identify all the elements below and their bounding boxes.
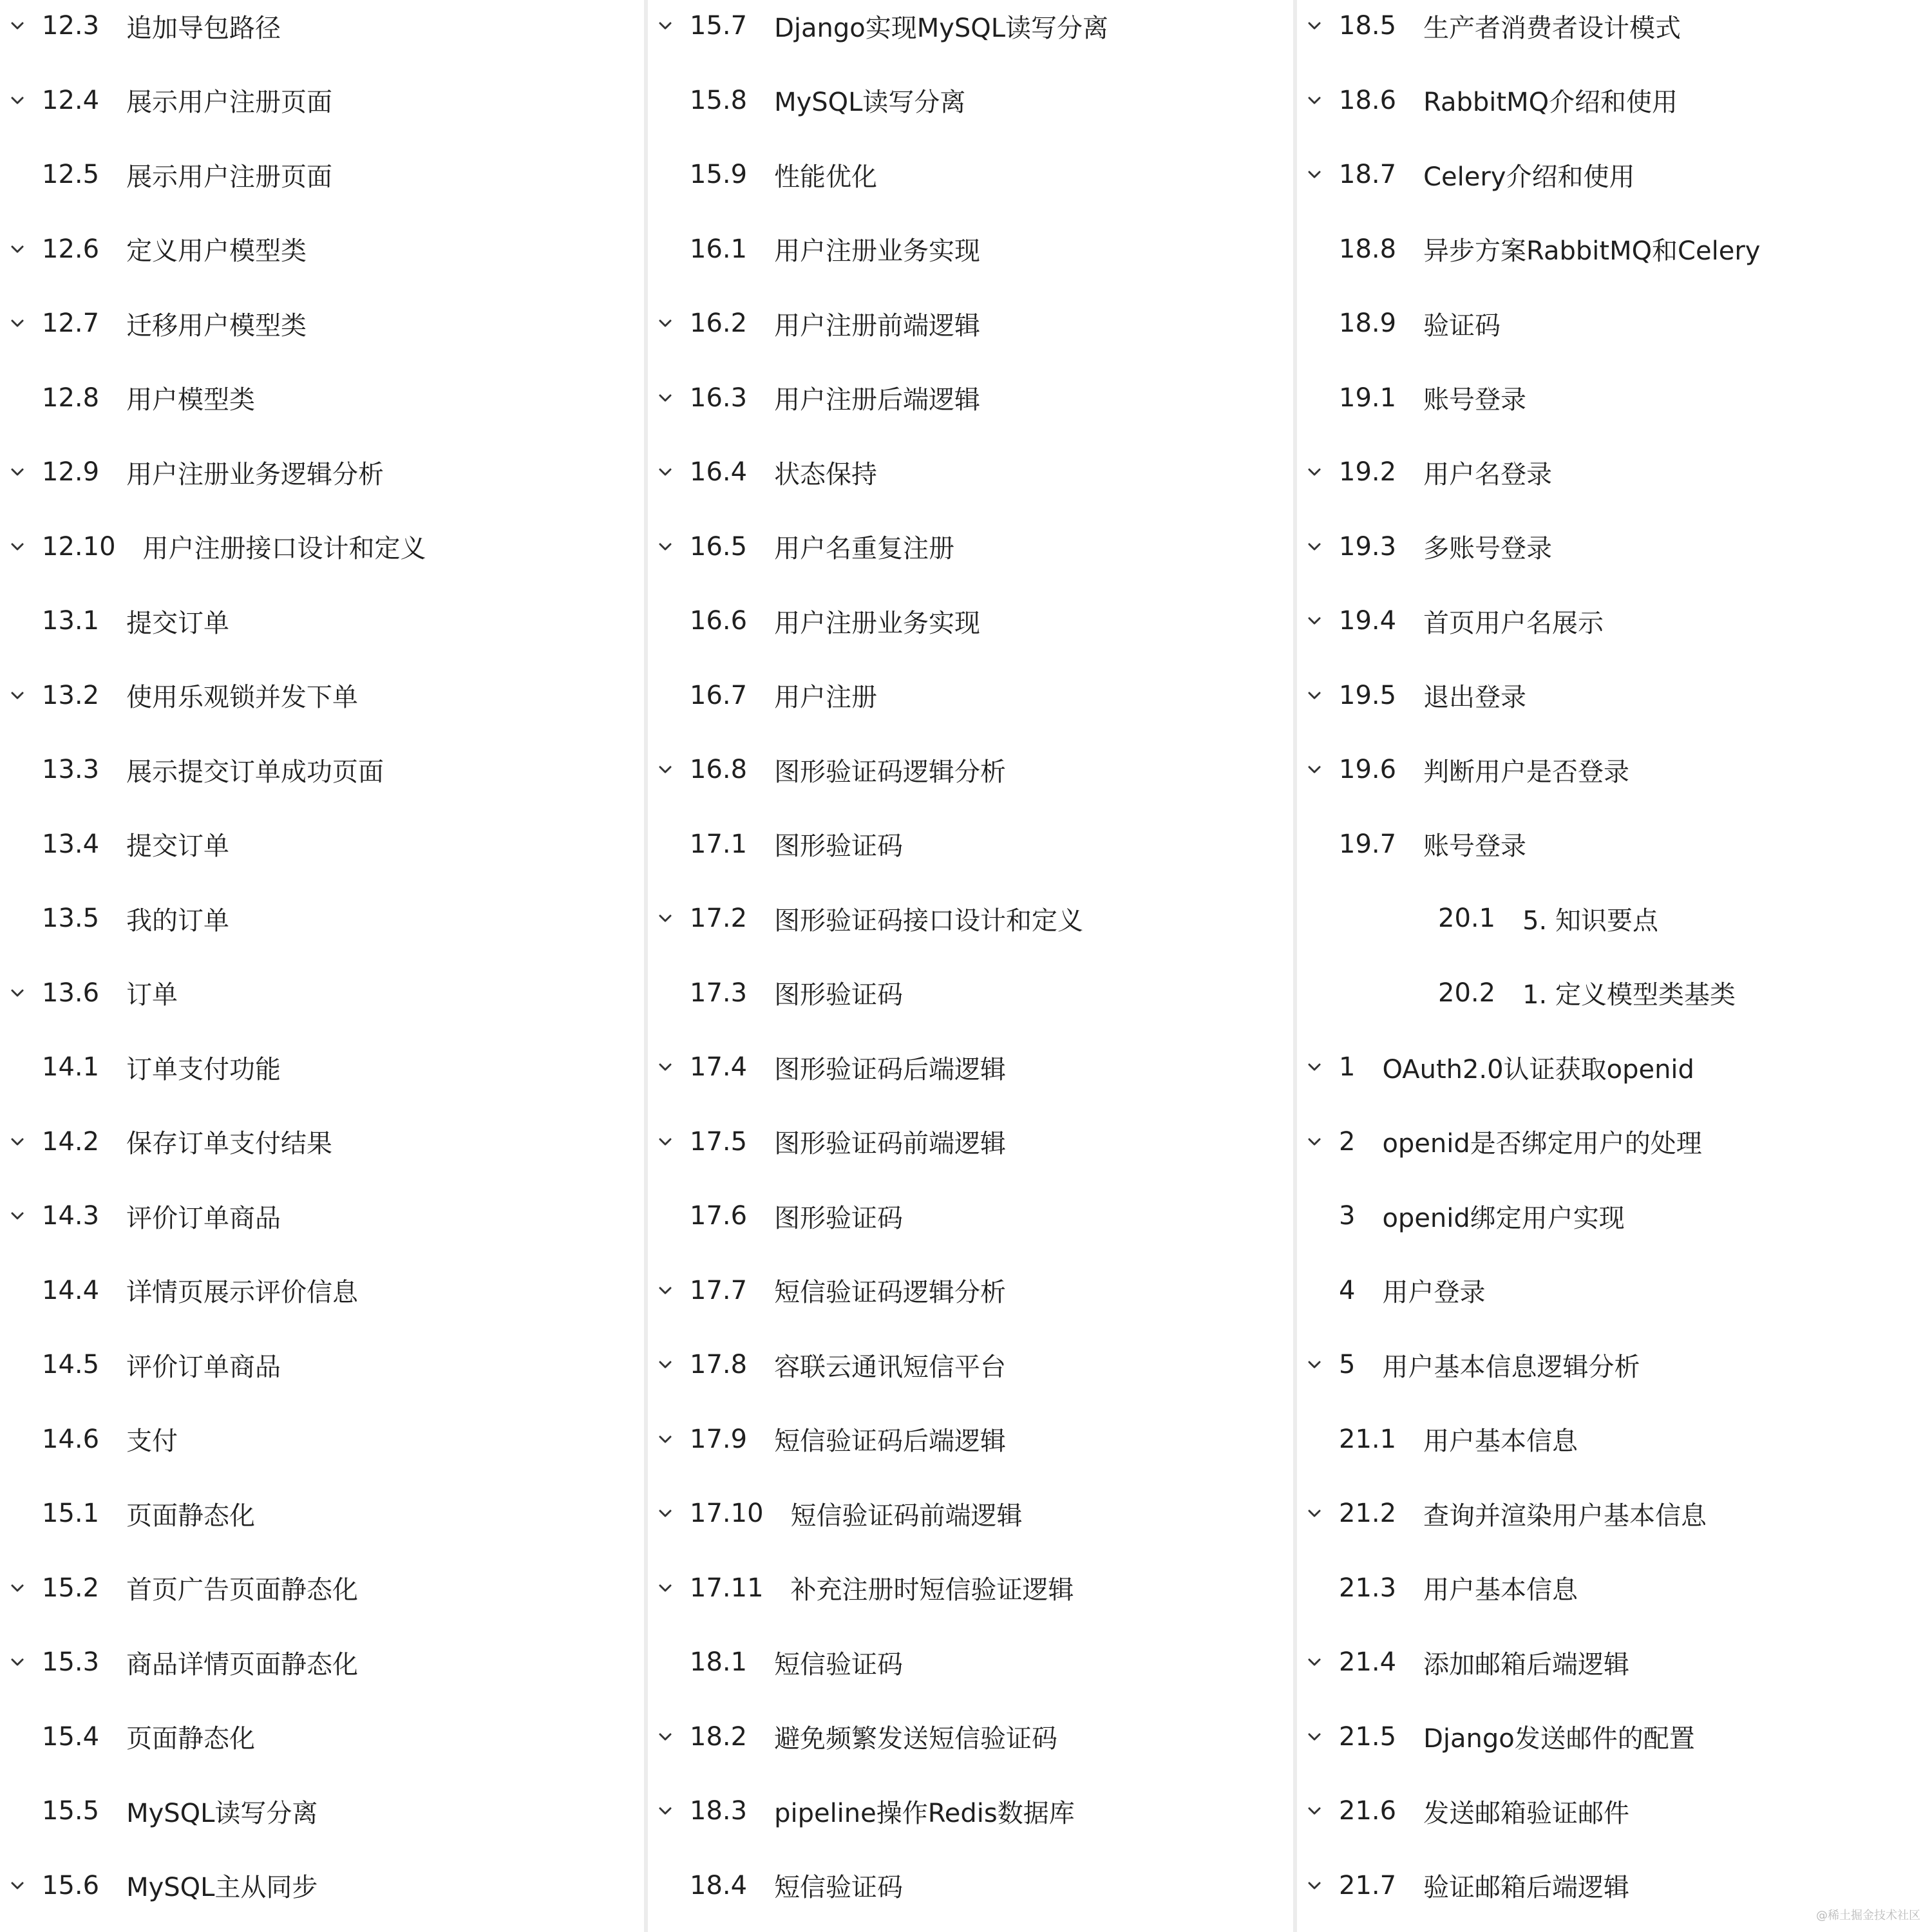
chevron-down-icon[interactable]: [10, 1208, 25, 1224]
toc-item-number: 15.7: [690, 11, 748, 41]
chevron-down-icon[interactable]: [1307, 1134, 1322, 1150]
toc-item-number: 12.10: [42, 531, 116, 562]
toc-item-number: 15.2: [42, 1573, 100, 1603]
chevron-down-icon[interactable]: [10, 242, 25, 257]
toc-item-number: 16.8: [690, 755, 748, 784]
toc-item[interactable]: [648, 1711, 1292, 1763]
toc-item-number: 13.2: [42, 680, 100, 710]
toc-item-title: 用户注册: [774, 683, 878, 712]
toc-item-title: 5. 知识要点: [1522, 905, 1658, 936]
toc-item-title: 图形验证码: [774, 1203, 904, 1233]
chevron-down-icon[interactable]: [10, 688, 25, 703]
toc-item-number: 18.7: [1339, 160, 1397, 189]
toc-item-number: 21.5: [1339, 1721, 1397, 1752]
toc-item-number: 13.5: [42, 904, 100, 933]
chevron-down-icon[interactable]: [658, 762, 673, 777]
toc-item[interactable]: [0, 967, 644, 1019]
toc-item[interactable]: [648, 1860, 1292, 1911]
toc-item[interactable]: [0, 1414, 644, 1465]
toc-item-title: 生产者消费者设计模式: [1423, 13, 1681, 43]
chevron-down-icon[interactable]: [658, 1506, 673, 1521]
toc-item[interactable]: [1297, 1265, 1932, 1316]
toc-item[interactable]: [1297, 1860, 1932, 1911]
chevron-down-icon[interactable]: [1307, 167, 1322, 182]
toc-item-title: 提交订单: [126, 608, 230, 638]
toc-item-title: 短信验证码: [774, 1873, 904, 1902]
toc-item[interactable]: [648, 1562, 1292, 1614]
chevron-down-icon[interactable]: [10, 1878, 25, 1893]
toc-item-title: 用户名登录: [1423, 459, 1553, 489]
toc-item-number: 12.8: [42, 383, 100, 413]
toc-item-number: 17.4: [690, 1052, 748, 1082]
toc-item-title: 图形验证码: [774, 980, 904, 1010]
toc-item-number: 21.7: [1339, 1870, 1397, 1900]
toc-item-title: 评价订单商品: [126, 1203, 281, 1233]
toc-item-number: 12.7: [42, 308, 100, 338]
toc-item-number: 15.8: [690, 85, 748, 115]
toc-item-number: 17.11: [690, 1573, 764, 1603]
toc-item-number: 13.3: [42, 755, 100, 784]
toc-item[interactable]: [1297, 1785, 1932, 1837]
toc-item-number: 15.6: [42, 1870, 100, 1900]
toc-item[interactable]: [0, 744, 644, 795]
toc-item-number: 18.4: [690, 1870, 748, 1900]
toc-item-title: 用户注册前端逻辑: [774, 310, 981, 341]
toc-column-2: [648, 0, 1292, 1932]
toc-item-number: 16.7: [690, 680, 748, 710]
toc-item-title: 使用乐观锁并发下单: [126, 683, 359, 712]
toc-item-number: 14.2: [42, 1126, 100, 1157]
toc-item[interactable]: [648, 521, 1292, 573]
toc-item-title: OAuth2.0认证获取openid: [1382, 1054, 1694, 1084]
toc-item-title: 我的订单: [126, 905, 230, 936]
chevron-down-icon[interactable]: [10, 464, 25, 480]
chevron-down-icon[interactable]: [658, 1803, 673, 1819]
toc-item-title: 验证码: [1423, 310, 1501, 341]
toc-item-number: 16.3: [690, 383, 748, 413]
chevron-down-icon[interactable]: [10, 1134, 25, 1150]
toc-item-number: 13.4: [42, 829, 100, 859]
toc-item-title: 迁移用户模型类: [126, 310, 307, 341]
toc-item-title: 支付: [126, 1426, 178, 1456]
toc-item-title: 账号登录: [1423, 385, 1527, 415]
toc-item-title: openid是否绑定用户的处理: [1382, 1129, 1702, 1159]
chevron-down-icon[interactable]: [658, 1432, 673, 1447]
toc-item-title: 短信验证码逻辑分析: [774, 1278, 1007, 1307]
toc-item-title: 详情页展示评价信息: [126, 1278, 359, 1307]
chevron-down-icon[interactable]: [1307, 688, 1322, 703]
toc-item-number: 12.4: [42, 85, 100, 115]
toc-item-number: 16.4: [690, 457, 748, 487]
toc-item-number: 14.1: [42, 1052, 100, 1082]
toc-item[interactable]: [0, 223, 644, 275]
toc-item[interactable]: [648, 744, 1292, 795]
chevron-down-icon[interactable]: [10, 539, 25, 554]
toc-item[interactable]: [1297, 595, 1932, 647]
toc-item-number: 17.7: [690, 1275, 748, 1305]
toc-item[interactable]: [1297, 298, 1932, 349]
toc-item[interactable]: [0, 521, 644, 573]
toc-item[interactable]: [648, 0, 1292, 52]
toc-item[interactable]: [648, 223, 1292, 275]
toc-item[interactable]: [1297, 1116, 1932, 1168]
toc-item[interactable]: [1297, 149, 1932, 200]
toc-item-number: 17.6: [690, 1201, 748, 1231]
toc-item-number: 15.5: [42, 1796, 100, 1826]
chevron-down-icon[interactable]: [10, 93, 25, 108]
toc-item-title: 验证邮箱后端逻辑: [1423, 1873, 1630, 1902]
toc-item-title: 展示用户注册页面: [126, 162, 333, 192]
toc-item-number: 13.6: [42, 978, 100, 1008]
toc-item-number: 12.9: [42, 457, 100, 487]
toc-item-title: 订单支付功能: [126, 1054, 281, 1084]
toc-item-title: 提交订单: [126, 831, 230, 861]
chevron-down-icon[interactable]: [1307, 1729, 1322, 1745]
toc-item-number: 17.10: [690, 1499, 764, 1528]
toc-item-title: MySQL读写分离: [126, 1798, 318, 1828]
chevron-down-icon[interactable]: [10, 1580, 25, 1596]
toc-item-title: 追加导包路径: [126, 13, 281, 43]
chevron-down-icon[interactable]: [658, 1580, 673, 1596]
toc-item[interactable]: [0, 75, 644, 126]
toc-item-number: 21.6: [1339, 1796, 1397, 1826]
toc-item-title: 用户注册后端逻辑: [774, 385, 981, 415]
toc-item[interactable]: [1297, 521, 1932, 573]
toc-item[interactable]: [648, 595, 1292, 647]
toc-item-title: 用户注册业务实现: [774, 236, 981, 266]
toc-item[interactable]: [0, 1116, 644, 1168]
chevron-down-icon[interactable]: [1307, 539, 1322, 554]
toc-item-number: 19.4: [1339, 606, 1397, 636]
toc-item-number: 21.3: [1339, 1573, 1397, 1603]
toc-item-number: 14.4: [42, 1275, 100, 1305]
toc-item-title: 异步方案RabbitMQ和Celery: [1423, 236, 1761, 266]
toc-item[interactable]: [648, 1636, 1292, 1688]
toc-item[interactable]: [1297, 967, 1932, 1019]
toc-item[interactable]: [648, 893, 1292, 944]
toc-item-title: 图形验证码接口设计和定义: [774, 905, 1084, 936]
toc-item-number: 19.1: [1339, 383, 1397, 413]
toc-item-number: 12.3: [42, 11, 100, 41]
toc-column-3: [1297, 0, 1932, 1932]
toc-item[interactable]: [0, 298, 644, 349]
toc-item-title: 短信验证码前端逻辑: [790, 1501, 1023, 1531]
toc-item[interactable]: [648, 1339, 1292, 1390]
toc-item[interactable]: [648, 1785, 1292, 1837]
toc-item-title: 添加邮箱后端逻辑: [1423, 1649, 1630, 1680]
chevron-down-icon[interactable]: [1307, 1506, 1322, 1521]
toc-item-number: 2: [1339, 1126, 1356, 1157]
chevron-down-icon[interactable]: [1307, 762, 1322, 777]
toc-item-number: 17.2: [690, 904, 748, 933]
toc-item[interactable]: [0, 149, 644, 200]
chevron-down-icon[interactable]: [658, 18, 673, 33]
toc-item-title: openid绑定用户实现: [1382, 1203, 1625, 1233]
watermark: @稀土掘金技术社区: [1816, 1909, 1920, 1922]
toc-item-title: 退出登录: [1423, 683, 1527, 712]
toc-item[interactable]: [1297, 1339, 1932, 1390]
toc-item[interactable]: [0, 1711, 644, 1763]
toc-item-title: 1. 定义模型类基类: [1522, 980, 1736, 1010]
toc-item-title: MySQL读写分离: [774, 88, 966, 117]
toc-item-title: 定义用户模型类: [126, 236, 307, 266]
toc-item-title: 短信验证码: [774, 1649, 904, 1680]
chevron-down-icon[interactable]: [658, 390, 673, 406]
toc-item-number: 21.4: [1339, 1647, 1397, 1677]
toc-item-number: 19.6: [1339, 755, 1397, 784]
toc-item[interactable]: [0, 670, 644, 721]
toc-item-title: 评价订单商品: [126, 1352, 281, 1382]
toc-item-number: 13.1: [42, 606, 100, 636]
toc-item-number: 19.3: [1339, 531, 1397, 562]
toc-item-number: 18.3: [690, 1796, 748, 1826]
toc-item[interactable]: [0, 819, 644, 870]
toc-item-number: 21.2: [1339, 1499, 1397, 1528]
chevron-down-icon[interactable]: [1307, 1803, 1322, 1819]
chevron-down-icon[interactable]: [1307, 613, 1322, 629]
toc-item[interactable]: [1297, 1636, 1932, 1688]
toc-item-title: Django发送邮件的配置: [1423, 1724, 1695, 1754]
toc-item-title: Django实现MySQL读写分离: [774, 13, 1109, 43]
toc-item[interactable]: [0, 1562, 644, 1614]
toc-item[interactable]: [1297, 446, 1932, 498]
toc-item-number: 4: [1339, 1275, 1356, 1305]
toc-item[interactable]: [1297, 75, 1932, 126]
toc-item-number: 18.8: [1339, 234, 1397, 264]
toc-item[interactable]: [648, 967, 1292, 1019]
toc-item[interactable]: [648, 1488, 1292, 1539]
chevron-down-icon[interactable]: [658, 911, 673, 926]
toc-item-title: 首页广告页面静态化: [126, 1575, 359, 1605]
chevron-down-icon[interactable]: [658, 316, 673, 331]
toc-item[interactable]: [1297, 744, 1932, 795]
toc-item[interactable]: [648, 1041, 1292, 1093]
toc-item-number: 16.6: [690, 606, 748, 636]
toc-item[interactable]: [0, 1041, 644, 1093]
toc-item-number: 19.5: [1339, 680, 1397, 710]
toc-item-number: 17.5: [690, 1126, 748, 1157]
toc-item[interactable]: [648, 819, 1292, 870]
toc-item-title: 首页用户名展示: [1423, 608, 1604, 638]
toc-item[interactable]: [648, 670, 1292, 721]
toc-item[interactable]: [0, 1488, 644, 1539]
toc-item-title: Celery介绍和使用: [1423, 162, 1635, 192]
toc-item[interactable]: [648, 372, 1292, 424]
toc-item-number: 12.6: [42, 234, 100, 264]
toc-item[interactable]: [0, 595, 644, 647]
toc-item-number: 17.9: [690, 1424, 748, 1454]
chevron-down-icon[interactable]: [1307, 464, 1322, 480]
toc-item-title: RabbitMQ介绍和使用: [1423, 88, 1678, 117]
toc-item-number: 14.3: [42, 1201, 100, 1231]
toc-item-title: 图形验证码前端逻辑: [774, 1129, 1007, 1159]
toc-item-title: 账号登录: [1423, 831, 1527, 861]
chevron-down-icon[interactable]: [10, 985, 25, 1001]
toc-item-title: 用户基本信息: [1423, 1426, 1578, 1456]
chevron-down-icon[interactable]: [10, 316, 25, 331]
toc-item-number: 14.6: [42, 1424, 100, 1454]
toc-item-title: 避免频繁发送短信验证码: [774, 1724, 1058, 1754]
toc-item-number: 15.4: [42, 1721, 100, 1752]
toc-item-number: 19.2: [1339, 457, 1397, 487]
toc-item-title: 用户注册业务实现: [774, 608, 981, 638]
toc-item-title: 商品详情页面静态化: [126, 1649, 359, 1680]
toc-item-number: 20.2: [1438, 978, 1496, 1008]
toc-item-title: 状态保持: [774, 459, 878, 489]
toc-item[interactable]: [648, 1265, 1292, 1316]
toc-item-title: 用户基本信息: [1423, 1575, 1578, 1605]
toc-item-number: 1: [1339, 1052, 1356, 1082]
toc-item[interactable]: [1297, 1414, 1932, 1465]
toc-item[interactable]: [648, 149, 1292, 200]
toc-item-number: 17.1: [690, 829, 748, 859]
toc-item[interactable]: [0, 1265, 644, 1316]
chevron-down-icon[interactable]: [1307, 1878, 1322, 1893]
toc-item-number: 15.1: [42, 1499, 100, 1528]
toc-item-title: 展示提交订单成功页面: [126, 757, 384, 787]
chevron-down-icon[interactable]: [10, 1654, 25, 1670]
toc-item[interactable]: [648, 1190, 1292, 1242]
toc-item[interactable]: [1297, 1562, 1932, 1614]
toc-item[interactable]: [1297, 893, 1932, 944]
toc-item-title: 用户登录: [1382, 1278, 1486, 1307]
toc-item-number: 16.5: [690, 531, 748, 562]
toc-item[interactable]: [648, 298, 1292, 349]
toc-item-title: 补充注册时短信验证逻辑: [790, 1575, 1074, 1605]
toc-item[interactable]: [1297, 1041, 1932, 1093]
toc-item-number: 18.5: [1339, 11, 1397, 41]
toc-item-title: 图形验证码后端逻辑: [774, 1054, 1007, 1084]
toc-item-number: 18.6: [1339, 85, 1397, 115]
toc-item[interactable]: [0, 372, 644, 424]
toc-item-number: 5: [1339, 1350, 1356, 1379]
toc-item[interactable]: [0, 1190, 644, 1242]
chevron-down-icon[interactable]: [658, 1283, 673, 1298]
toc-item-title: 订单: [126, 980, 178, 1010]
toc-item-title: 展示用户注册页面: [126, 88, 333, 117]
toc-item-number: 21.1: [1339, 1424, 1397, 1454]
toc-item-title: 多账号登录: [1423, 534, 1553, 564]
toc-item[interactable]: [0, 1785, 644, 1837]
toc-item[interactable]: [1297, 819, 1932, 870]
toc-item-number: 20.1: [1438, 904, 1496, 933]
toc-item-title: 用户基本信息逻辑分析: [1382, 1352, 1640, 1382]
toc-item-title: 短信验证码后端逻辑: [774, 1426, 1007, 1456]
toc-item-title: MySQL主从同步: [126, 1873, 318, 1902]
toc-item[interactable]: [1297, 1488, 1932, 1539]
toc-item-number: 17.8: [690, 1350, 748, 1379]
toc-item-number: 19.7: [1339, 829, 1397, 859]
toc-item-title: 判断用户是否登录: [1423, 757, 1630, 787]
toc-item-number: 15.9: [690, 160, 748, 189]
toc-item-title: 用户注册业务逻辑分析: [126, 459, 384, 489]
toc-item-title: 容联云通讯短信平台: [774, 1352, 1007, 1382]
toc-item-title: 图形验证码逻辑分析: [774, 757, 1007, 787]
toc-item-number: 15.3: [42, 1647, 100, 1677]
toc-item-number: 18.1: [690, 1647, 748, 1677]
chevron-down-icon[interactable]: [1307, 1654, 1322, 1670]
toc-item-title: pipeline操作Redis数据库: [774, 1798, 1075, 1828]
chevron-down-icon[interactable]: [658, 1729, 673, 1745]
toc-item[interactable]: [0, 1636, 644, 1688]
chevron-down-icon[interactable]: [658, 1134, 673, 1150]
toc-item[interactable]: [0, 893, 644, 944]
toc-item-number: 18.2: [690, 1721, 748, 1752]
toc-item[interactable]: [0, 1860, 644, 1911]
chevron-down-icon[interactable]: [1307, 1059, 1322, 1075]
toc-column-1: [0, 0, 644, 1932]
toc-item-title: 用户注册接口设计和定义: [142, 534, 426, 564]
toc-item[interactable]: [0, 1339, 644, 1390]
toc-item[interactable]: [648, 446, 1292, 498]
toc-item-number: 16.1: [690, 234, 748, 264]
toc-item-title: 保存订单支付结果: [126, 1129, 333, 1159]
toc-item[interactable]: [1297, 670, 1932, 721]
toc-item-number: 3: [1339, 1201, 1356, 1231]
toc-item-number: 17.3: [690, 978, 748, 1008]
toc-item-title: 查询并渲染用户基本信息: [1423, 1501, 1707, 1531]
chevron-down-icon[interactable]: [658, 464, 673, 480]
toc-item[interactable]: [1297, 372, 1932, 424]
chevron-down-icon[interactable]: [1307, 18, 1322, 33]
toc-item-title: 用户名重复注册: [774, 534, 955, 564]
toc-item-title: 页面静态化: [126, 1501, 256, 1531]
toc-item-number: 12.5: [42, 160, 100, 189]
toc-item-title: 图形验证码: [774, 831, 904, 861]
toc-item-number: 14.5: [42, 1350, 100, 1379]
toc-item[interactable]: [0, 446, 644, 498]
toc-item[interactable]: [648, 1414, 1292, 1465]
chevron-down-icon[interactable]: [658, 539, 673, 554]
toc-item[interactable]: [1297, 223, 1932, 275]
toc-item-title: 页面静态化: [126, 1724, 256, 1754]
toc-item[interactable]: [0, 0, 644, 52]
chevron-down-icon[interactable]: [1307, 1357, 1322, 1372]
toc-item[interactable]: [648, 1116, 1292, 1168]
toc-item-title: 性能优化: [774, 162, 878, 192]
chevron-down-icon[interactable]: [10, 18, 25, 33]
toc-item-title: 发送邮箱验证邮件: [1423, 1798, 1630, 1828]
toc-item-title: 用户模型类: [126, 385, 256, 415]
toc-item[interactable]: [1297, 0, 1932, 52]
toc-item[interactable]: [648, 75, 1292, 126]
chevron-down-icon[interactable]: [658, 1357, 673, 1372]
toc-item-number: 18.9: [1339, 308, 1397, 338]
chevron-down-icon[interactable]: [658, 1059, 673, 1075]
toc-item[interactable]: [1297, 1190, 1932, 1242]
chevron-down-icon[interactable]: [1307, 93, 1322, 108]
toc-item-number: 16.2: [690, 308, 748, 338]
toc-item[interactable]: [1297, 1711, 1932, 1763]
